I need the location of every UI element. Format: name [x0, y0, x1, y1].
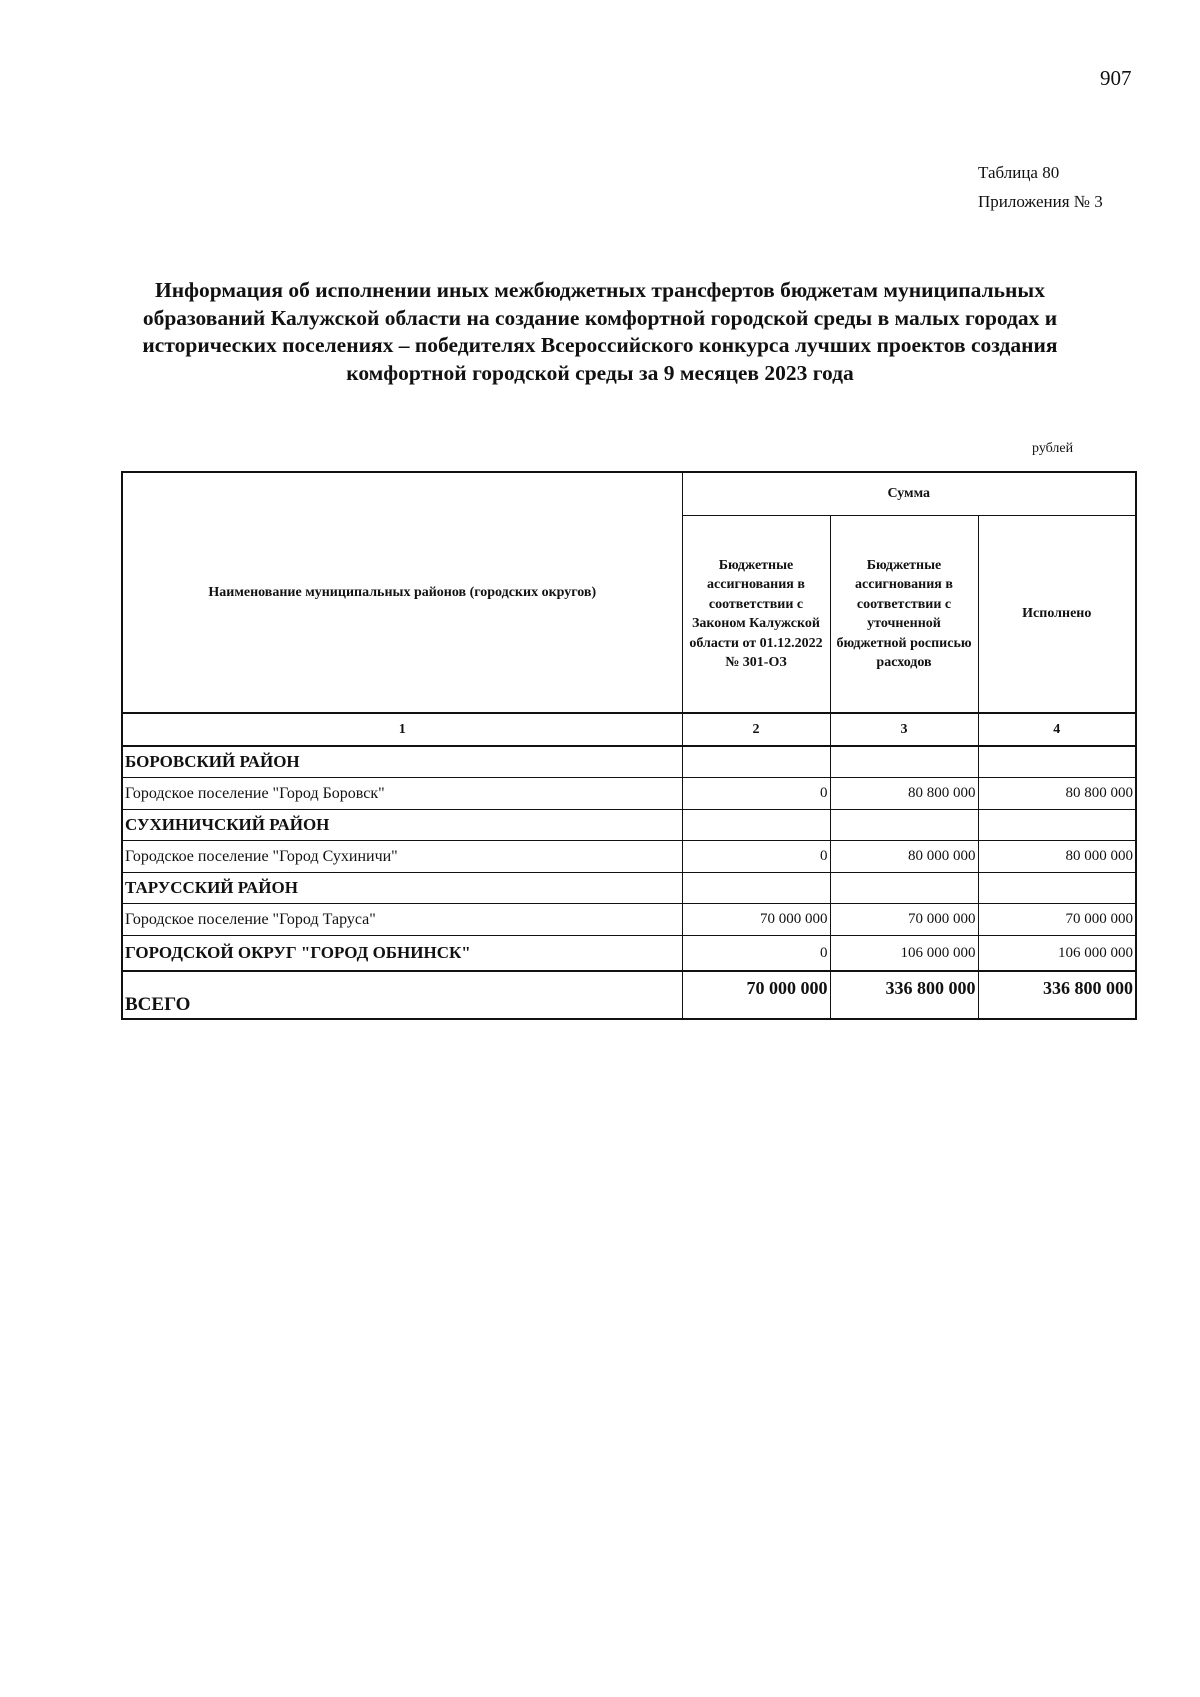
district-name: БОРОВСКИЙ РАЙОН: [122, 746, 682, 778]
settlement-row-borovsk: [122, 778, 1136, 810]
law-allocation-value: [682, 810, 830, 841]
executed-value: [978, 810, 1136, 841]
okrug-name: ГОРОДСКОЙ ОКРУГ "ГОРОД ОБНИНСК": [122, 936, 682, 972]
settlement-name: Городское поселение "Город Боровск": [122, 778, 682, 810]
total-refined-allocation: 336 800 000: [830, 971, 978, 1019]
header-executed: Исполнено: [978, 516, 1136, 714]
district-row-sukhinichi: [122, 810, 1136, 841]
law-allocation-value: [682, 873, 830, 904]
settlement-name: Городское поселение "Город Таруса": [122, 904, 682, 936]
refined-allocation-value: 70 000 000: [830, 904, 978, 936]
refined-allocation-value: 80 800 000: [830, 778, 978, 810]
header-refined-allocations: Бюджетные ассигнования в соответствии с уточненной бюджетной росписью расходов: [830, 516, 978, 714]
okrug-row-obninsk: [122, 936, 1136, 972]
executed-value: [978, 746, 1136, 778]
table-number: Таблица 80: [978, 163, 1060, 182]
executed-value: 80 800 000: [978, 778, 1136, 810]
table-header: [122, 472, 1136, 746]
total-executed: 336 800 000: [978, 971, 1136, 1019]
document-title: Информация об исполнении иных межбюджетных трансфертов бюджетам муниципальных образований Калужской области на создание комфортной городской среды в малых городах и исторических поселениях – победителях Всероссийского конкурса лучших проектов создания комфортной городской среды за 9 месяцев 2023 года: [142, 278, 1058, 385]
district-row-tarusa: [122, 873, 1136, 904]
total-row: [122, 971, 1136, 1019]
table-reference: [978, 158, 1103, 216]
total-law-allocation: 70 000 000: [682, 971, 830, 1019]
transfers-table: [121, 471, 1137, 1020]
executed-value: 80 000 000: [978, 841, 1136, 873]
settlement-row-sukhinichi: [122, 841, 1136, 873]
law-allocation-value: 70 000 000: [682, 904, 830, 936]
total-label: ВСЕГО: [122, 971, 682, 1019]
law-allocation-value: 0: [682, 841, 830, 873]
district-name: СУХИНИЧСКИЙ РАЙОН: [122, 810, 682, 841]
refined-allocation-value: [830, 810, 978, 841]
refined-allocation-value: 106 000 000: [830, 936, 978, 972]
refined-allocation-value: [830, 873, 978, 904]
header-law-allocations: Бюджетные ассигнования в соответствии с Законом Калужской области от 01.12.2022 № 301-ОЗ: [682, 516, 830, 714]
column-number: 3: [830, 713, 978, 746]
column-numbers-row: [122, 713, 1136, 746]
appendix-number: Приложения № 3: [978, 192, 1103, 211]
table-body: [122, 746, 1136, 1019]
executed-value: 106 000 000: [978, 936, 1136, 972]
header-sum-group: Сумма: [682, 472, 1136, 516]
executed-value: 70 000 000: [978, 904, 1136, 936]
header-municipality-name: Наименование муниципальных районов (городских округов): [122, 472, 682, 713]
column-number: 1: [122, 713, 682, 746]
page-number: 907: [1100, 66, 1132, 90]
law-allocation-value: [682, 746, 830, 778]
executed-value: [978, 873, 1136, 904]
refined-allocation-value: [830, 746, 978, 778]
law-allocation-value: 0: [682, 778, 830, 810]
district-name: ТАРУССКИЙ РАЙОН: [122, 873, 682, 904]
column-number: 2: [682, 713, 830, 746]
column-number: 4: [978, 713, 1136, 746]
law-allocation-value: 0: [682, 936, 830, 972]
district-row-borovsk: [122, 746, 1136, 778]
settlement-name: Городское поселение "Город Сухиничи": [122, 841, 682, 873]
settlement-row-tarusa: [122, 904, 1136, 936]
units-label: рублей: [1032, 441, 1074, 456]
refined-allocation-value: 80 000 000: [830, 841, 978, 873]
